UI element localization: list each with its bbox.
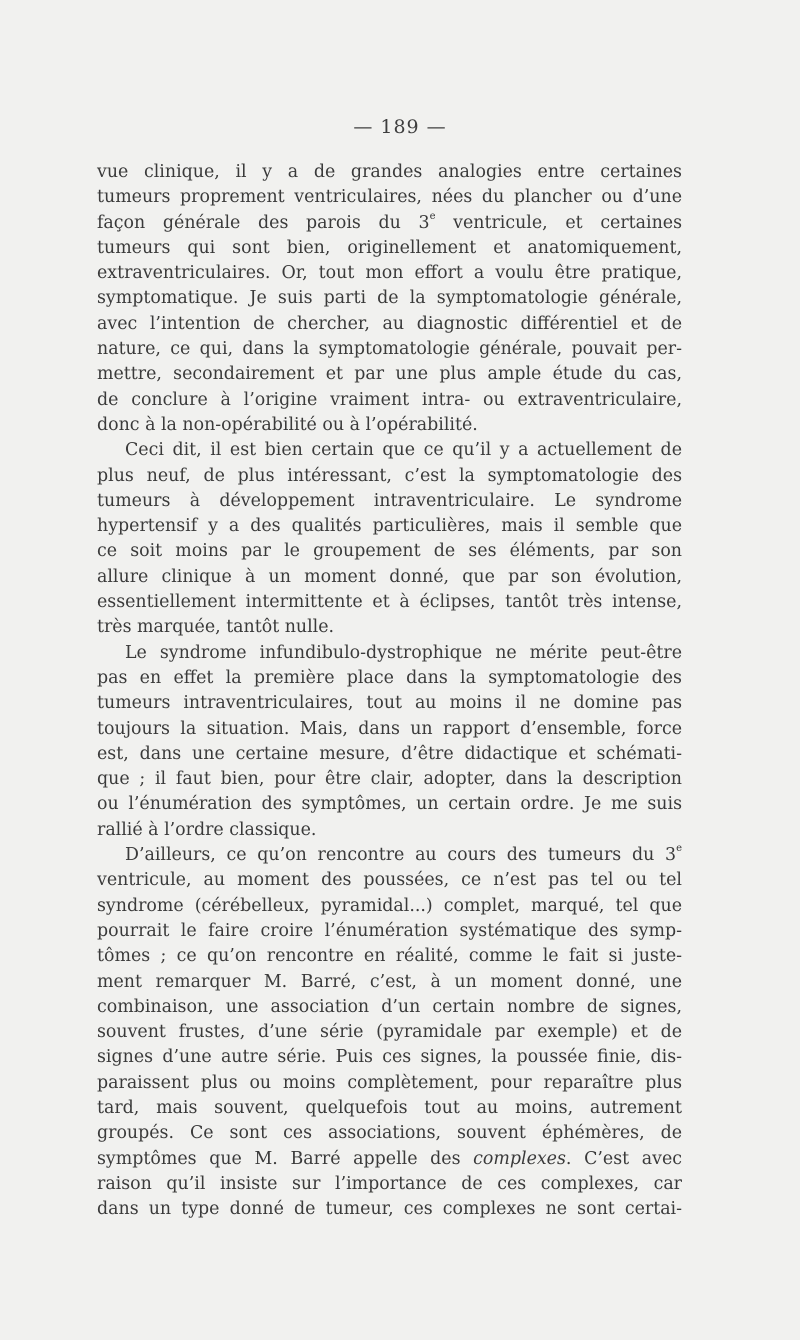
text-fragment: façon générale des parois du 3 — [97, 212, 430, 233]
text-line: nature, ce qui, dans la symptomatologie générale, pouvait per- — [97, 339, 682, 360]
text-line: tumeurs proprement ventriculaires, nées du plancher ou d’une — [97, 187, 682, 208]
superscript: e — [429, 210, 436, 222]
paragraph-start: Le syndrome infundibulo-dystrophique ne mérite peut-être — [125, 642, 682, 663]
text-fragment: symptômes que M. Barré appelle des — [97, 1148, 474, 1169]
text-line: tumeurs intraventriculaires, tout au moins il ne domine pas — [97, 693, 682, 714]
body-text — [97, 160, 682, 1222]
text-line — [97, 1147, 682, 1172]
text-line: tumeurs à développement intraventriculaire. Le syndrome — [97, 490, 682, 511]
text-line: que ; il faut bien, pour être clair, adopter, dans la description — [97, 769, 682, 790]
text-line: paraissent plus ou moins complètement, pour reparaître plus — [97, 1072, 682, 1093]
text-line: extraventriculaires. Or, tout mon effort a voulu être pratique, — [97, 263, 682, 284]
text-line: de conclure à l’origine vraiment intra- ou extraventriculaire, — [97, 389, 682, 410]
text-line: pourrait le faire croire l’énumération systématique des symp- — [97, 920, 682, 941]
text-line: tard, mais souvent, quelquefois tout au moins, autrement — [97, 1097, 682, 1118]
text-fragment: D’ailleurs, ce qu’on rencontre au cours des tumeurs du 3 — [125, 845, 677, 866]
text-line: ce soit moins par le groupement de ses éléments, par son — [97, 541, 682, 562]
text-line: rallié à l’ordre classique. — [97, 819, 317, 840]
text-line: ventricule, au moment des poussées, ce n’est pas tel ou tel — [97, 870, 682, 891]
text-line: souvent frustes, d’une série (pyramidale par exemple) et de — [97, 1022, 682, 1043]
text-line: tômes ; ce qu’on rencontre en réalité, comme le fait si juste- — [97, 946, 682, 967]
text-line — [97, 211, 682, 236]
text-line: syndrome (cérébelleux, pyramidal...) complet, marqué, tel que — [97, 895, 682, 916]
text-line: combinaison, une association d’un certain nombre de signes, — [97, 996, 682, 1017]
text-line: est, dans une certaine mesure, d’être didactique et schémati- — [97, 743, 682, 764]
text-line: pas en effet la première place dans la symptomatologie des — [97, 667, 682, 688]
italic-term: complexes — [473, 1148, 566, 1169]
text-line: mettre, secondairement et par une plus ample étude du cas, — [97, 364, 682, 385]
text-line: ou l’énumération des symptômes, un certain ordre. Je me suis — [97, 794, 682, 815]
page-number: — 189 — — [353, 116, 447, 138]
paragraph-start — [97, 843, 682, 868]
text-line: symptomatique. Je suis parti de la symptomatologie générale, — [97, 288, 682, 309]
superscript: e — [676, 843, 682, 855]
text-line: hypertensif y a des qualités particulières, mais il semble que — [97, 516, 682, 537]
text-line: raison qu’il insiste sur l’importance de ces complexes, car — [97, 1173, 682, 1194]
text-line: avec l’intention de chercher, au diagnostic différentiel et de — [97, 313, 682, 334]
text-line: dans un type donné de tumeur, ces complexes ne sont certai- — [97, 1199, 682, 1220]
paragraph-start: Ceci dit, il est bien certain que ce qu’il y a actuellement de — [125, 440, 682, 461]
text-line: essentiellement intermittente et à éclipses, tantôt très intense, — [97, 592, 682, 613]
text-line: tumeurs qui sont bien, originellement et anatomiquement, — [97, 237, 682, 258]
text-line: ment remarquer M. Barré, c’est, à un moment donné, une — [97, 971, 682, 992]
text-line: groupés. Ce sont ces associations, souvent éphémères, de — [97, 1123, 682, 1144]
text-line: donc à la non-opérabilité ou à l’opérabilité. — [97, 414, 478, 435]
text-fragment: ventricule, et certaines — [435, 212, 682, 233]
text-line: très marquée, tantôt nulle. — [97, 617, 335, 638]
text-line: toujours la situation. Mais, dans un rapport d’ensemble, force — [97, 718, 682, 739]
text-line: allure clinique à un moment donné, que par son évolution, — [97, 566, 682, 587]
text-line: signes d’une autre série. Puis ces signes, la poussée finie, dis- — [97, 1047, 682, 1068]
text-line: plus neuf, de plus intéressant, c’est la symptomatologie des — [97, 465, 682, 486]
text-fragment: . C’est avec — [565, 1148, 682, 1169]
text-line: vue clinique, il y a de grandes analogies entre certaines — [97, 162, 682, 182]
